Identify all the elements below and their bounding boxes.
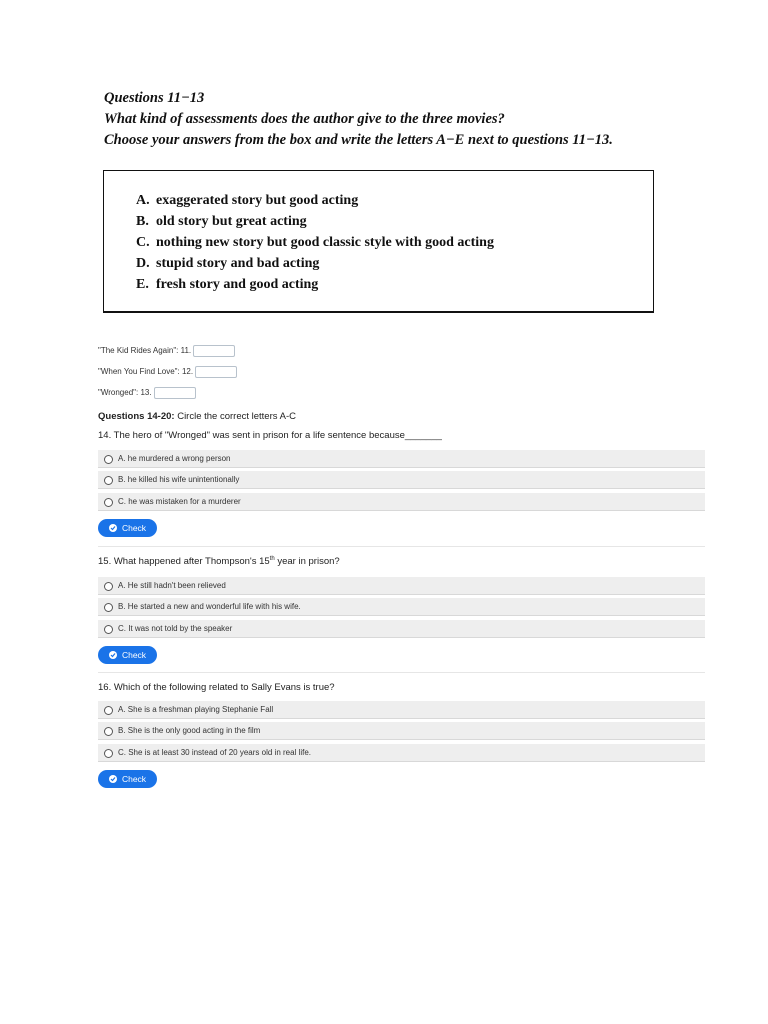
q16-option-b[interactable]: B. She is the only good acting in the film bbox=[98, 722, 705, 740]
q15-option-a[interactable]: A. He still hadn't been relieved bbox=[98, 577, 705, 595]
q15-option-b[interactable]: B. He started a new and wonderful life with his wife. bbox=[98, 598, 705, 616]
radio-icon[interactable] bbox=[104, 625, 113, 634]
instruction-line-1: What kind of assessments does the author give to the three movies? bbox=[104, 111, 505, 127]
answer-label-12: "When You Find Love": 12. bbox=[98, 367, 194, 377]
choice-c: C. nothing new story but good classic style with good acting bbox=[136, 235, 494, 250]
radio-icon[interactable] bbox=[104, 476, 113, 485]
divider bbox=[98, 672, 705, 673]
q16-option-c[interactable]: C. She is at least 30 instead of 20 years old in real life. bbox=[98, 744, 705, 762]
answer-label-13: "Wronged": 13. bbox=[98, 388, 152, 398]
answer-row-11 bbox=[98, 345, 235, 357]
radio-icon[interactable] bbox=[104, 749, 113, 758]
radio-icon[interactable] bbox=[104, 498, 113, 507]
check-circle-icon bbox=[109, 775, 117, 783]
answer-row-13 bbox=[98, 387, 196, 399]
answer-input-13[interactable] bbox=[154, 387, 196, 399]
choice-a: A. exaggerated story but good acting bbox=[136, 193, 359, 208]
radio-icon[interactable] bbox=[104, 706, 113, 715]
choices-box bbox=[103, 170, 654, 313]
section-title: Questions 14-20: Circle the correct letters A-C bbox=[98, 411, 296, 422]
radio-icon[interactable] bbox=[104, 603, 113, 612]
instructions-header bbox=[104, 88, 664, 151]
q15-option-c[interactable]: C. It was not told by the speaker bbox=[98, 620, 705, 638]
instruction-line-2: Choose your answers from the box and write the letters A−E next to questions 11−13. bbox=[104, 132, 613, 148]
q14-option-b[interactable]: B. he killed his wife unintentionally bbox=[98, 471, 705, 489]
divider bbox=[98, 546, 705, 547]
radio-icon[interactable] bbox=[104, 727, 113, 736]
choice-d: D. stupid story and bad acting bbox=[136, 256, 320, 271]
question-16: 16. Which of the following related to Sally Evans is true? bbox=[98, 682, 335, 693]
questions-title: Questions 11−13 bbox=[104, 90, 205, 106]
q14-option-c[interactable]: C. he was mistaken for a murderer bbox=[98, 493, 705, 511]
answer-input-11[interactable] bbox=[193, 345, 235, 357]
choice-e: E. fresh story and good acting bbox=[136, 277, 319, 292]
answer-row-12 bbox=[98, 366, 237, 378]
q16-option-a[interactable]: A. She is a freshman playing Stephanie Fall bbox=[98, 701, 705, 719]
question-15: 15. What happened after Thompson's 15th year in prison? bbox=[98, 556, 340, 568]
check-circle-icon bbox=[109, 524, 117, 532]
question-14: 14. The hero of "Wronged" was sent in prison for a life sentence because_______ bbox=[98, 430, 442, 441]
choice-b: B. old story but great acting bbox=[136, 214, 307, 229]
answer-label-11: "The Kid Rides Again": 11. bbox=[98, 346, 192, 356]
q15-check-button[interactable]: Check bbox=[98, 646, 157, 664]
q14-option-a[interactable]: A. he murdered a wrong person bbox=[98, 450, 705, 468]
radio-icon[interactable] bbox=[104, 582, 113, 591]
radio-icon[interactable] bbox=[104, 455, 113, 464]
check-circle-icon bbox=[109, 651, 117, 659]
answer-input-12[interactable] bbox=[195, 366, 237, 378]
q16-check-button[interactable]: Check bbox=[98, 770, 157, 788]
q14-check-button[interactable]: Check bbox=[98, 519, 157, 537]
